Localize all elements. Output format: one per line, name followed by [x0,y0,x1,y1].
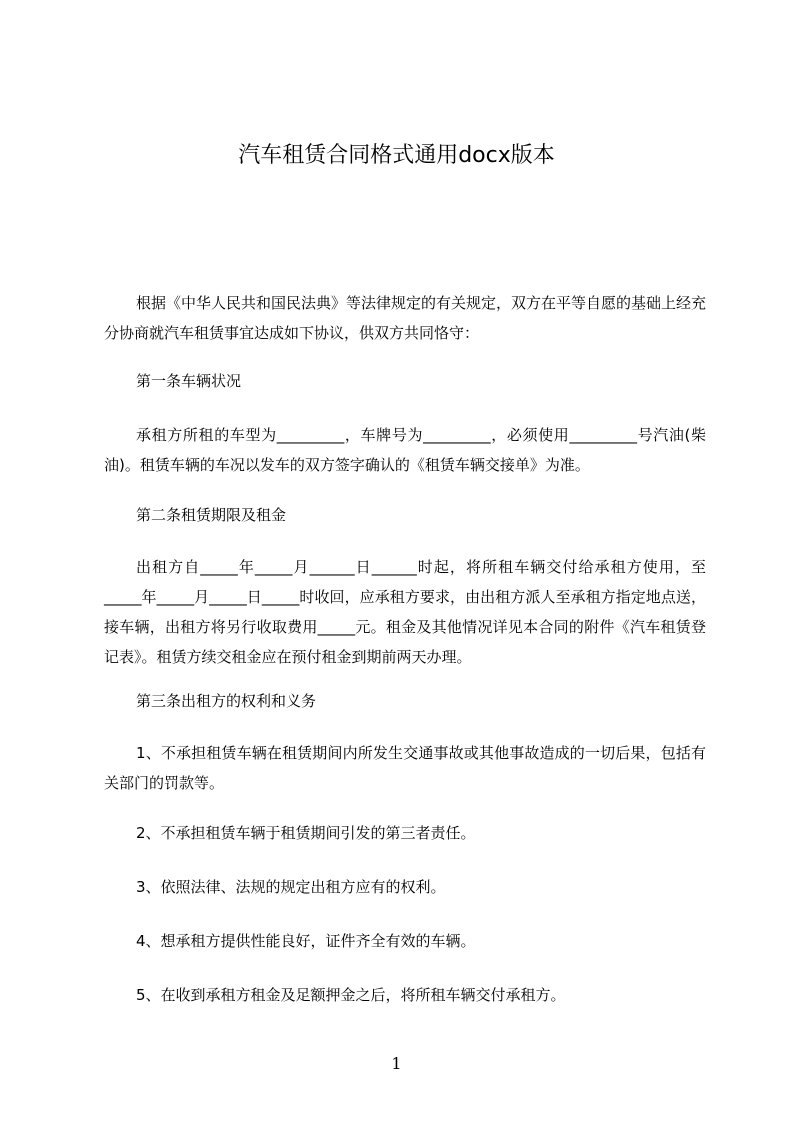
article-2-body: 出租方自_____年_____月______日______时起，将所租车辆交付给承租方使用，至_____年_____月_____日_____时收回，应承租方要求，由出租方派人至承租方指定地点送，接车辆，出租方将另行收取费用_____元。租金及其他情况详见本合同的附件《汽车租赁登记表》。租赁方续交租金应在预付租金到期前两天办理。 [104,558,706,666]
article-3-item-1: 1、不承担租赁车辆在租赁期间内所发生交通事故或其他事故造成的一切后果，包括有关部门的罚款等。 [104,744,706,792]
article-3-item-4: 4、想承租方提供性能良好，证件齐全有效的车辆。 [136,932,476,950]
article-3-heading: 第三条出租方的权利和义务 [136,692,317,710]
article-1-heading: 第一条车辆状况 [136,372,242,390]
article-1-body: 承租方所租的车型为_________，车牌号为_________，必须使用_________号汽油(柴油)。租赁车辆的车况以发车的双方签字确认的《租赁车辆交接单》为准。 [104,426,706,474]
document-title: 汽车租赁合同格式通用docx版本 [238,143,555,168]
article-3-item-5: 5、在收到承租方租金及足额押金之后，将所租车辆交付承租方。 [136,986,566,1004]
article-3-item-2: 2、不承担租赁车辆于租赁期间引发的第三者责任。 [136,824,476,842]
article-2-heading: 第二条租赁期限及租金 [136,506,287,524]
intro-paragraph: 根据《中华人民共和国民法典》等法律规定的有关规定，双方在平等自愿的基础上经充分协商就汽车租赁事宜达成如下协议，供双方共同恪守： [104,294,707,342]
article-3-item-3: 3、依照法律、法规的规定出租方应有的权利。 [136,878,446,896]
page-number: 1 [391,1054,402,1073]
